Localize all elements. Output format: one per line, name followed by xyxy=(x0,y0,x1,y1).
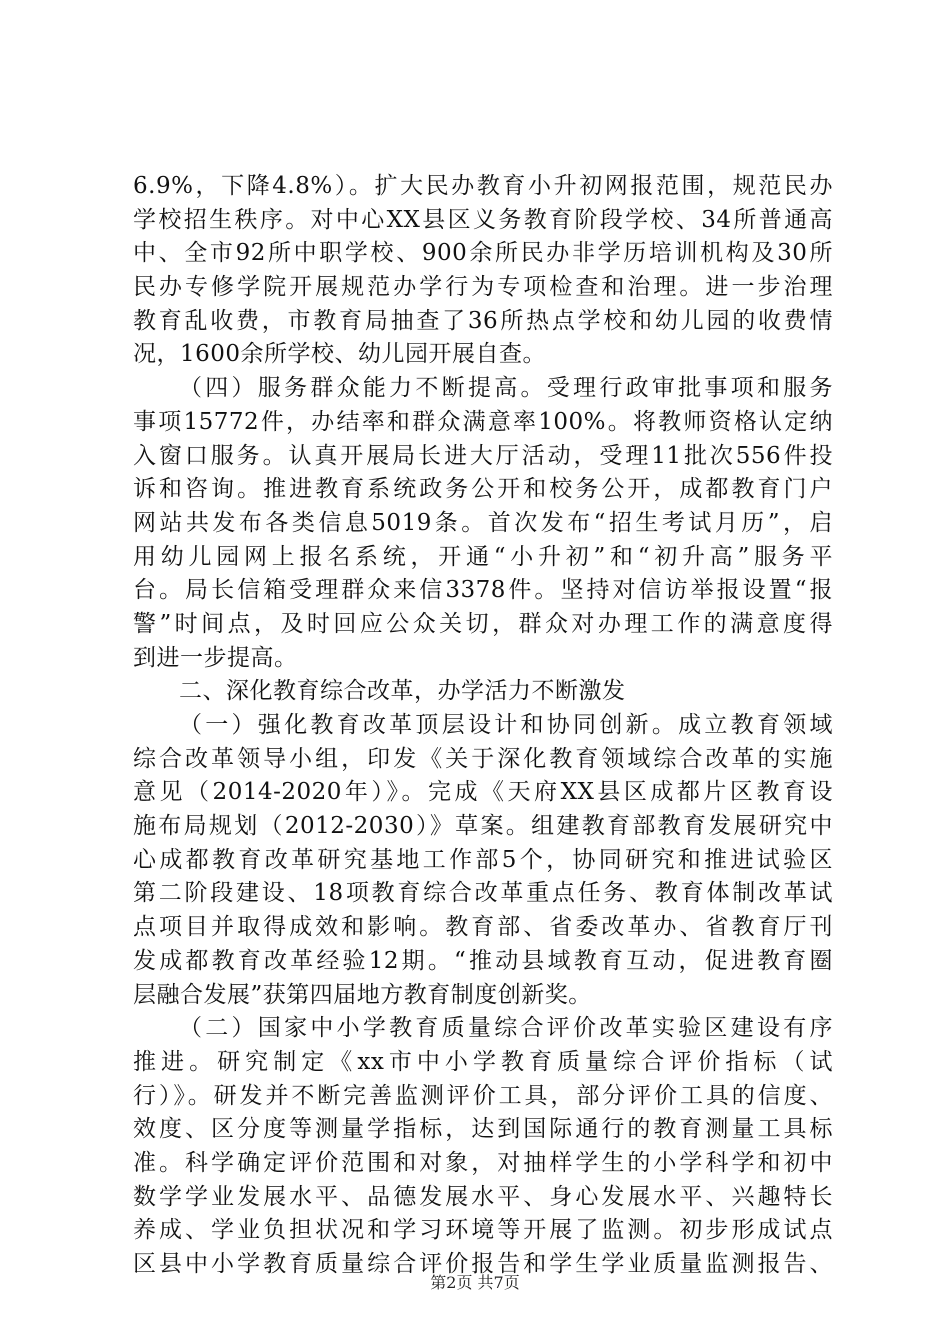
text-line: 综合改革领导小组，印发《关于深化教育领域综合改革的实施 xyxy=(133,745,833,772)
text-line: 心成都教育改革研究基地工作部5个，协同研究和推进试验区 xyxy=(133,846,833,873)
text-line: 区县中小学教育质量综合评价报告和学生学业质量监测报告、 xyxy=(133,1251,833,1277)
text-line: 台。局长信箱受理群众来信3378件。坚持对信访举报设置“报 xyxy=(133,577,833,604)
text-line: 层融合发展”获第四届地方教育制度创新奖。 xyxy=(133,981,592,1008)
text-line: 民办专修学院开展规范办学行为专项检查和治理。进一步治理 xyxy=(133,274,833,301)
text-line: 养成、学业负担状况和学习环境等开展了监测。初步形成试点 xyxy=(133,1217,833,1244)
text-line: 效度、区分度等测量学指标，达到国际通行的教育测量工具标 xyxy=(133,1116,833,1143)
paragraph-heading-line: （二）国家中小学教育质量综合评价改革实验区建设有序 xyxy=(179,1015,833,1042)
text-line: 入窗口服务。认真开展局长进大厅活动，受理11批次556件投 xyxy=(133,442,833,469)
paragraph-heading-line: （四）服务群众能力不断提高。受理行政审批事项和服务 xyxy=(179,375,833,402)
text-line: 准。科学确定评价范围和对象，对抽样学生的小学科学和初中 xyxy=(133,1149,833,1176)
text-line: 到进一步提高。 xyxy=(133,644,298,671)
text-line: 况，1600余所学校、幼儿园开展自查。 xyxy=(133,341,547,368)
document-body xyxy=(133,170,833,1282)
text-line: 教育乱收费，市教育局抽查了36所热点学校和幼儿园的收费情 xyxy=(133,307,833,334)
text-line: 点项目并取得成效和影响。教育部、省委改革办、省教育厅刊 xyxy=(133,914,833,941)
text-line: 中、全市92所中职学校、900余所民办非学历培训机构及30所 xyxy=(133,240,833,267)
text-line: 网站共发布各类信息5019条。首次发布“招生考试月历”，启 xyxy=(133,509,833,536)
text-line: 施布局规划（2012-2030）》草案。组建教育部教育发展研究中 xyxy=(133,813,833,840)
page-number-footer: 第2页 共7页 xyxy=(430,1273,520,1292)
paragraph-heading-line: （一）强化教育改革顶层设计和协同创新。成立教育领域 xyxy=(179,712,833,738)
text-line: 用幼儿园网上报名系统，开通“小升初”和“初升高”服务平 xyxy=(133,543,833,570)
text-line: 事项15772件，办结率和群众满意率100%。将教师资格认定纳 xyxy=(133,408,833,435)
text-line: 诉和咨询。推进教育系统政务公开和校务公开，成都教育门户 xyxy=(133,476,833,503)
text-line: 行）》。研发并不断完善监测评价工具，部分评价工具的信度、 xyxy=(133,1082,833,1109)
text-line: 学校招生秩序。对中心XX县区义务教育阶段学校、34所普通高 xyxy=(133,206,833,233)
section-heading: 二、深化教育综合改革，办学活力不断激发 xyxy=(179,678,626,705)
text-line: 发成都教育改革经验12期。“推动县域教育互动，促进教育圈 xyxy=(133,947,833,974)
text-line: 第二阶段建设、18项教育综合改革重点任务、教育体制改革试 xyxy=(133,880,833,907)
text-line: 意见（2014-2020年）》。完成《天府XX县区成都片区教育设 xyxy=(133,779,833,806)
text-line: 数学学业发展水平、品德发展水平、身心发展水平、兴趣特长 xyxy=(133,1183,833,1210)
text-line: 推进。研究制定《xx市中小学教育质量综合评价指标（试 xyxy=(133,1048,833,1075)
text-line: 警”时间点，及时回应公众关切，群众对办理工作的满意度得 xyxy=(133,610,833,637)
text-line: 6.9%，下降4.8%）。扩大民办教育小升初网报范围，规范民办 xyxy=(133,173,833,199)
